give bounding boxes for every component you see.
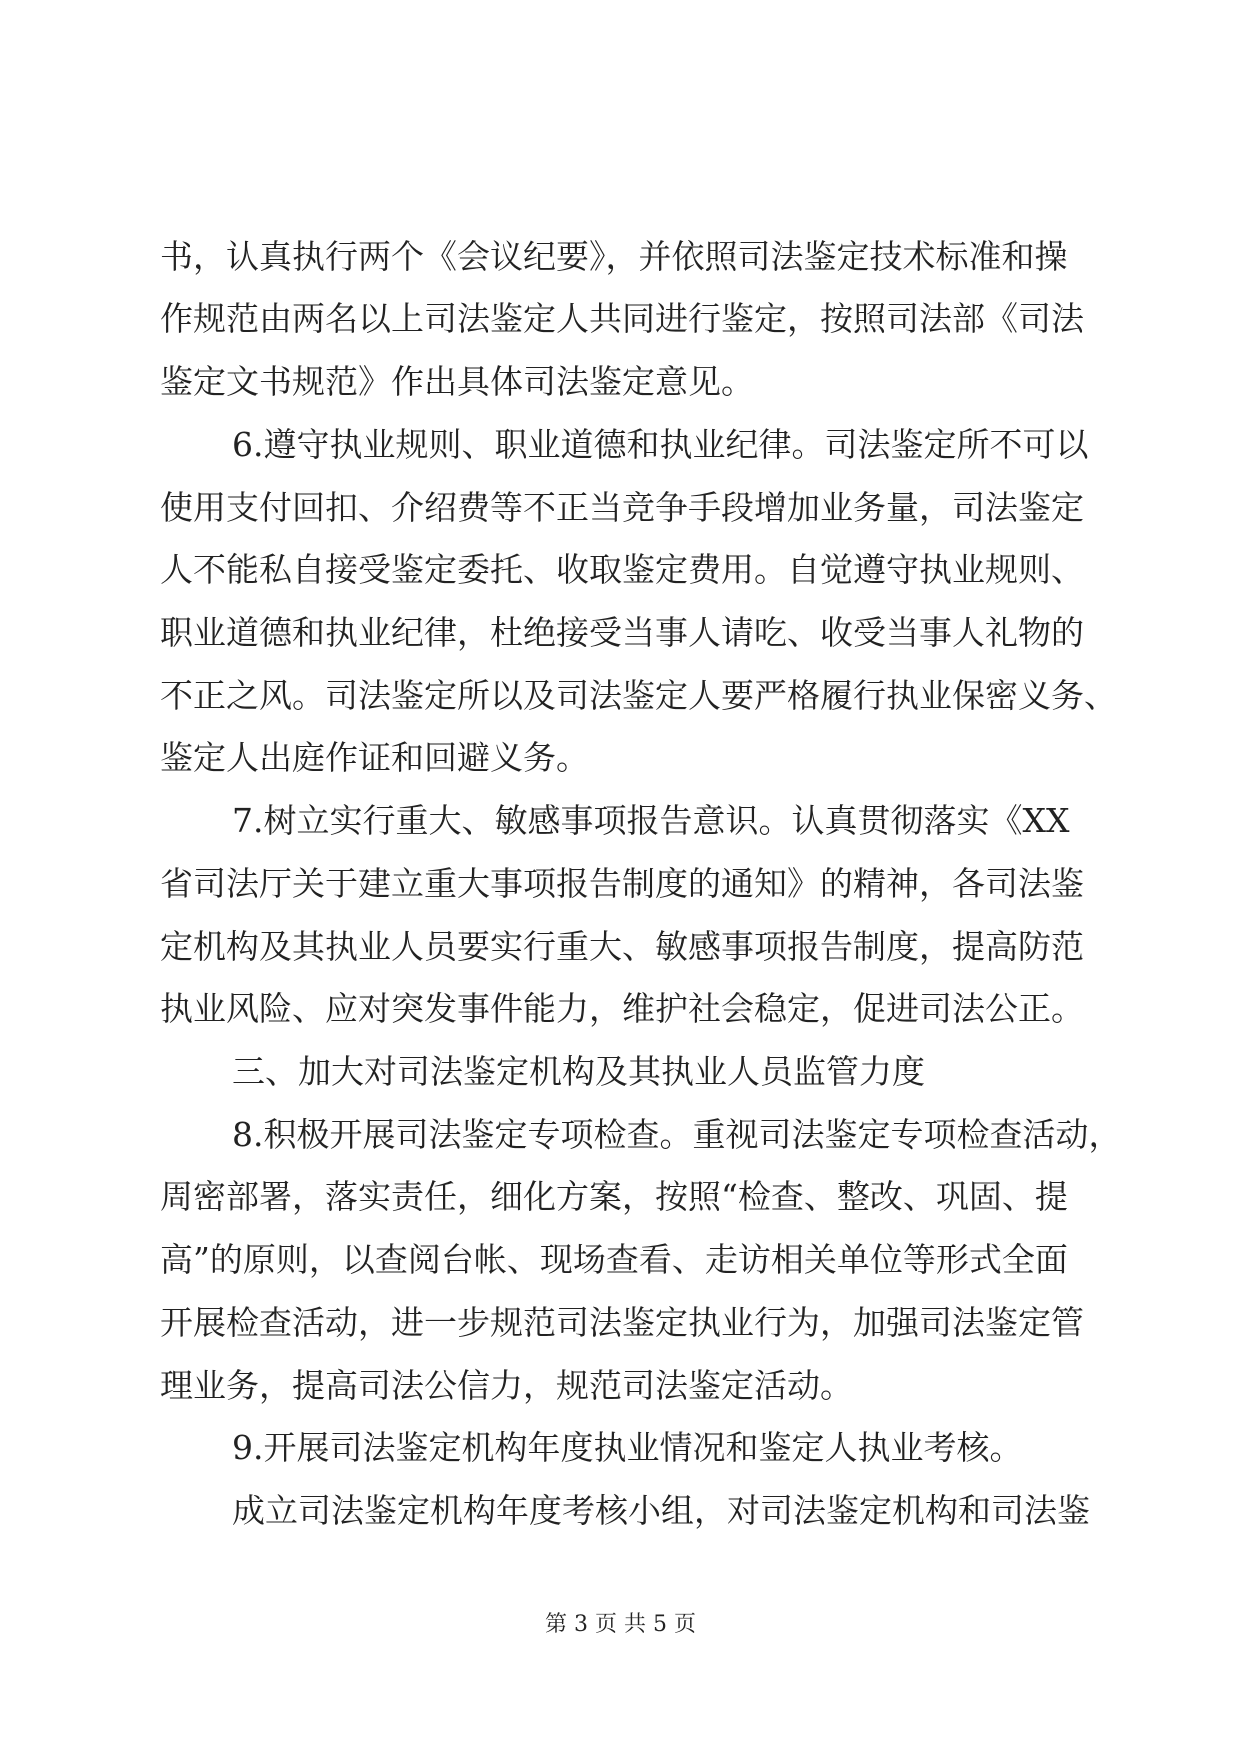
- text-line: 理业务，提高司法公信力，规范司法鉴定活动。: [160, 1366, 853, 1405]
- text-line: 作规范由两名以上司法鉴定人共同进行鉴定，按照司法部《司法: [160, 299, 1084, 338]
- section-heading-3: 三、加大对司法鉴定机构及其执业人员监管力度: [232, 1052, 925, 1091]
- text-line: 定机构及其执业人员要实行重大、敏感事项报告制度，提高防范: [160, 927, 1084, 966]
- page-number-footer: 第 3 页 共 5 页: [545, 1612, 696, 1637]
- text-line: 人不能私自接受鉴定委托、收取鉴定费用。自觉遵守执业规则、: [160, 550, 1084, 589]
- paragraph-9-start: 9.开展司法鉴定机构年度执业情况和鉴定人执业考核。: [232, 1428, 1023, 1467]
- paragraph-8-start: 8.积极开展司法鉴定专项检查。重视司法鉴定专项检查活动，: [232, 1115, 1122, 1154]
- paragraph-7-start: 7.树立实行重大、敏感事项报告意识。认真贯彻落实《XX: [232, 801, 1070, 840]
- text-line: 执业风险、应对突发事件能力，维护社会稳定，促进司法公正。: [160, 989, 1084, 1028]
- text-line: 职业道德和执业纪律，杜绝接受当事人请吃、收受当事人礼物的: [160, 613, 1084, 652]
- text-line: 鉴定人出庭作证和回避义务。: [160, 738, 589, 777]
- text-line: 省司法厅关于建立重大事项报告制度的通知》的精神，各司法鉴: [160, 864, 1084, 903]
- text-line: 开展检查活动，进一步规范司法鉴定执业行为，加强司法鉴定管: [160, 1303, 1084, 1342]
- text-line: 书，认真执行两个《会议纪要》，并依照司法鉴定技术标准和操: [160, 237, 1068, 276]
- text-line: 周密部署，落实责任，细化方案，按照“检查、整改、巩固、提: [160, 1177, 1068, 1216]
- paragraph-text: 成立司法鉴定机构年度考核小组，对司法鉴定机构和司法鉴: [232, 1491, 1090, 1530]
- text-line: 高”的原则，以查阅台帐、现场查看、走访相关单位等形式全面: [160, 1240, 1068, 1279]
- text-line: 不正之风。司法鉴定所以及司法鉴定人要严格履行执业保密义务、: [160, 676, 1117, 715]
- text-line: 使用支付回扣、介绍费等不正当竞争手段增加业务量，司法鉴定: [160, 488, 1084, 527]
- paragraph-6-start: 6.遵守执业规则、职业道德和执业纪律。司法鉴定所不可以: [232, 425, 1089, 464]
- text-line: 鉴定文书规范》作出具体司法鉴定意见。: [160, 362, 754, 401]
